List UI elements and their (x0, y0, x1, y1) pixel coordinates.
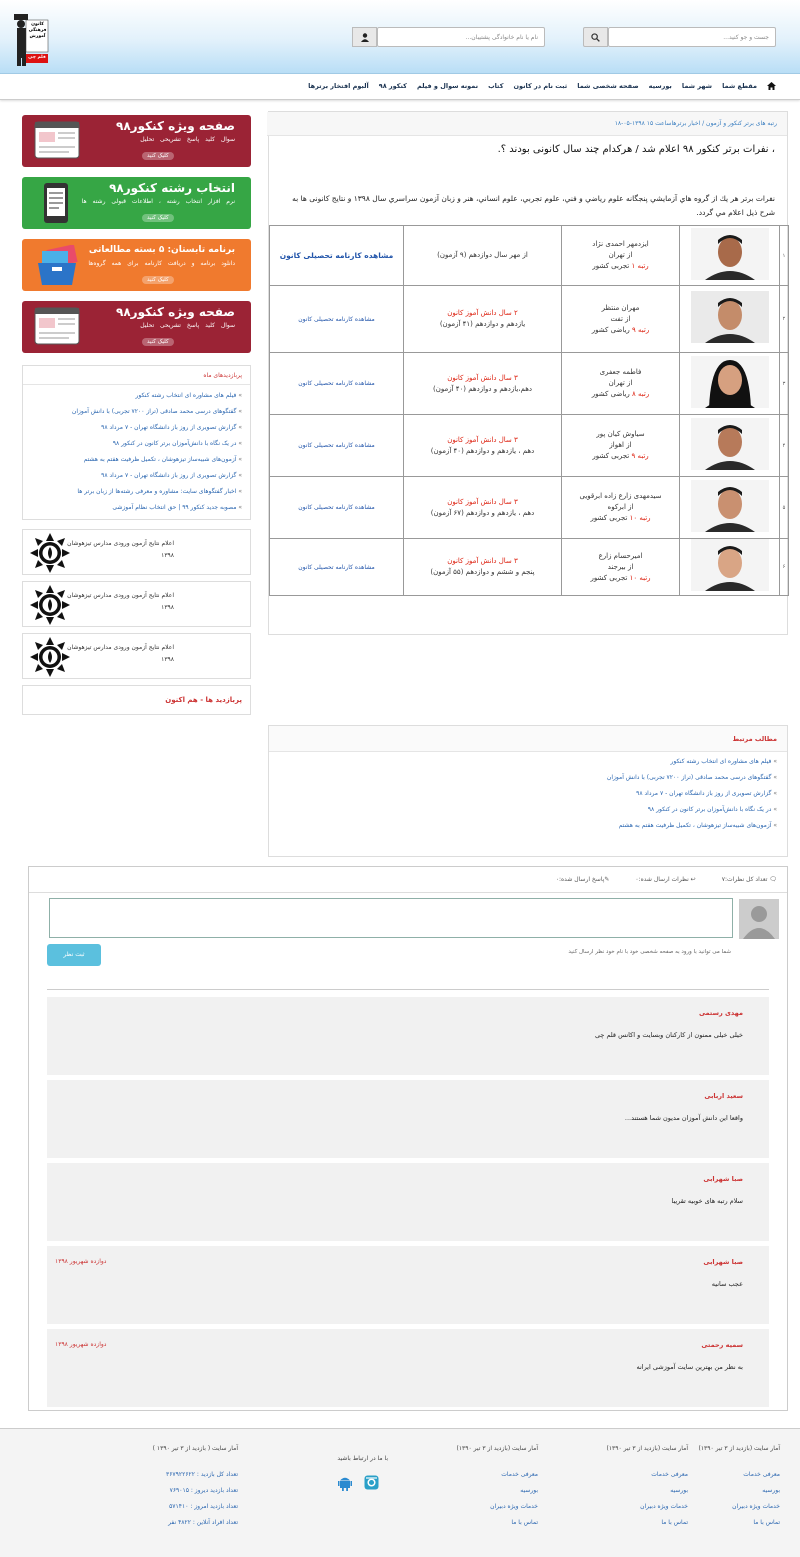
user-button[interactable] (352, 27, 377, 47)
news-year: ۱۳۹۸ (161, 604, 174, 611)
tab-sent-comments[interactable] (635, 876, 695, 883)
footer-col-2 (606, 1441, 688, 1531)
list-item-label: گزارش تصویری از روز باز دانشگاه تهران - ۷ مرداد ۹۸ (101, 424, 237, 431)
banner-illustration (34, 183, 80, 223)
search-icon (591, 33, 600, 42)
news-item[interactable] (22, 529, 251, 575)
news-title: اعلام نتایج آزمون ورودی مدارس تیزهوشان (67, 540, 174, 547)
main-nav (0, 74, 800, 100)
bullet-icon: » (236, 440, 242, 447)
list-item[interactable] (277, 802, 777, 818)
row-index: ۳ (782, 380, 786, 387)
list-item[interactable] (22, 452, 242, 468)
student-name: مهران منتظر (601, 303, 640, 312)
student-city: از بیرجند (607, 562, 634, 571)
stat-line: تعداد کل بازدید : ۳۶۷۹۲۲۶۲۲ (165, 1471, 238, 1478)
login-hint: شما می توانید با ورود به صفحه شخصی خود با نام خود نظر ارسال کنید (568, 949, 731, 955)
years-detail: دهم،یازدهم و دوازدهم (۴۰ آزمون) (432, 384, 533, 393)
years-detail: پنجم و ششم و دوازدهم (۵۵ آزمون) (430, 568, 535, 576)
bullet-icon: » (236, 392, 242, 399)
tab-total-label: تعداد کل نظرات:۷ (721, 876, 768, 883)
list-item-label: گزارش تصویری از روز باز دانشگاه تهران - ۷ مرداد ۹۸ (101, 472, 237, 479)
footer-col-title: آمار سایت (بازدید از ۳ تیر ۱۳۹۰) (698, 1445, 780, 1452)
student-city: از تفت (610, 314, 631, 323)
list-item-label: در یک نگاه با دانش‌آموزان برتر کانون در کنکور ۹۸ (647, 806, 772, 813)
banner-title: صفحه ویژه کنکور۹۸ (116, 119, 235, 133)
stats-title: آمار سایت ( بازدید از ۳ تیر ۱۳۹۰ ) (152, 1445, 238, 1452)
search-button[interactable] (583, 27, 608, 47)
list-item-label: گزارش تصویری از روز باز دانشگاه تهران - ۷ مرداد ۹۸ (636, 790, 772, 797)
years-label: ۳ سال دانش آموز کانون (447, 373, 518, 382)
footer-link[interactable]: خدمات ویژه دبیران (640, 1503, 688, 1510)
home-icon[interactable] (767, 82, 776, 92)
footer-col-1 (698, 1441, 780, 1531)
years-detail: از مهر سال دوازدهم (۹ آزمون) (437, 251, 528, 259)
years-label: ۳ سال دانش آموز کانون (447, 497, 518, 506)
list-item-label: گفتگوهای درسی محمد صادقی (تراز ۷۲۰۰ تجربی) با دانش آموزان (606, 774, 772, 781)
report-card-link[interactable]: مشاهده کارنامه تحصیلی کانون (298, 504, 375, 511)
popular-month-box (22, 365, 251, 520)
breadcrumb[interactable]: رتبه های برتر کنکور و آزمون / اخبار برترهاساعت ۱۵ ۱۳۹۸-۰۵-۱۸ (267, 112, 787, 136)
banner-subtitle: دانلود برنامه و دریافت کارنامه برای همه گروه‌ها (88, 260, 235, 267)
news-title: اعلام نتایج آزمون ورودی مدارس تیزهوشان (67, 644, 174, 651)
footer-col-title: آمار سایت (بازدید از ۳ تیر ۱۳۹۰) (456, 1445, 538, 1452)
field-selection-banner[interactable] (22, 177, 251, 229)
konkur98-banner[interactable] (22, 115, 251, 167)
list-item-label: آزمون‌های شبیه‌ساز تیزهوشان ، تکمیل ظرفیت هفتم به هشتم (83, 456, 237, 463)
advisor-search-input[interactable]: نام یا نام خانوادگی پشتیبان... (377, 27, 545, 47)
row-index: ۴ (782, 442, 786, 449)
rank-group: تجربی کشور (592, 262, 630, 270)
footer-link[interactable]: بورسیه (670, 1487, 688, 1494)
table-row (270, 353, 789, 415)
sidebar (22, 115, 251, 715)
article-title: ، نفرات برتر کنکور ۹۸ اعلام شد / هرکدام چند سال کانونی بودند ؟. (497, 144, 775, 155)
konkur98-banner-2[interactable] (22, 301, 251, 353)
related-posts-panel (268, 725, 788, 857)
edit-icon: ✎ (604, 876, 610, 883)
comment-item (47, 1163, 769, 1241)
banner-subtitle: نرم افزار انتخاب رشته ، اطلاعات قبولی رشته ها (81, 198, 235, 205)
student-photo (691, 539, 769, 591)
comment-text: به نظر من بهترین سایت آموزشی ایرانه (636, 1363, 743, 1371)
footer-col-title: آمار سایت (بازدید از ۳ تیر ۱۳۹۰) (606, 1445, 688, 1452)
banner-button[interactable]: کلیک کنید (142, 214, 174, 222)
list-item-label: در یک نگاه با دانش‌آموزان برتر کانون در کنکور ۹۸ (112, 440, 237, 447)
top-ranks-table (269, 225, 789, 596)
comment-author: صبا شهرابی (703, 1175, 743, 1183)
nav-item-honor-album[interactable]: آلبوم افتخار برترها (308, 82, 369, 90)
nav-item-personal-page[interactable]: صفحه شخصی شما (577, 82, 639, 90)
bullet-icon: » (236, 408, 242, 415)
list-item-label: مصوبه جدید کنکور ۹۹ | حق انتخاب نظام آموزشی (112, 504, 237, 511)
comment-date: دوازده شهریور ۱۳۹۸ (55, 1258, 107, 1265)
visit-now-box[interactable]: پربازدید ها - هم اکنون (22, 685, 251, 715)
rank-group: تجربی کشور (590, 573, 628, 582)
banner-title: صفحه ویژه کنکور۹۸ (116, 305, 235, 319)
rank-group: ریاضی کشور (591, 390, 630, 398)
list-item[interactable] (22, 420, 242, 436)
comment-item (47, 1246, 769, 1324)
student-name: سیدمهدی زارع زاده ابرقویی (579, 492, 662, 500)
stat-line: تعداد بازدید امروز : ۵۷۱۴۱۰ (169, 1503, 238, 1510)
nav-item-city[interactable]: شهر شما (681, 82, 713, 90)
student-photo (691, 480, 769, 532)
years-label: ۲ سال دانش آموز کانون (447, 309, 518, 317)
list-item[interactable] (277, 786, 777, 802)
list-item-label: آزمون‌های شبیه‌ساز تیزهوشان ، تکمیل ظرفیت هفتم به هشتم (618, 822, 772, 829)
news-item[interactable] (22, 581, 251, 627)
footer (0, 1428, 800, 1557)
bullet-icon: » (771, 790, 777, 797)
comment-text: خیلی خیلی ممنون از کارکنان وبسایت و اکانس قلم چی (594, 1031, 743, 1039)
bullet-icon: » (236, 424, 242, 431)
years-label: ۳ سال دانش آموز کانون (447, 435, 518, 444)
footer-link[interactable]: معرفی خدمات (501, 1471, 538, 1478)
bullet-icon: » (236, 472, 242, 479)
student-city: از ابرکوه (607, 503, 634, 511)
bullet-icon: » (236, 488, 242, 495)
instagram-icon[interactable] (364, 1475, 379, 1492)
report-card-link[interactable]: مشاهده کارنامه تحصیلی کانون (298, 315, 375, 323)
student-name: امیرحسام زارع (598, 551, 643, 560)
banner-illustration (34, 245, 80, 285)
iran-emblem-icon (29, 636, 71, 678)
comment-author: سعید اربابی (704, 1092, 743, 1100)
android-icon[interactable] (338, 1475, 352, 1493)
nav-item-book[interactable]: کتاب (488, 82, 504, 90)
footer-link[interactable]: بورسیه (762, 1487, 780, 1494)
news-year: ۱۳۹۸ (161, 552, 174, 559)
table-row (270, 286, 789, 353)
contact-us (337, 1451, 388, 1467)
list-item[interactable] (22, 500, 242, 516)
years-detail: دهم ، یازدهم و دوازدهم (۶۷ آزمون) (430, 508, 535, 517)
student-city: از تهران (608, 251, 633, 259)
banner-illustration (34, 121, 80, 161)
student-photo (691, 228, 769, 280)
top-header (0, 0, 800, 74)
comment-item (47, 1080, 769, 1158)
stat-line: تعداد بازدید دیروز : ۷۶۹۰۱۵ (169, 1487, 238, 1494)
banner-title: انتخاب رشته کنکور۹۸ (109, 181, 235, 195)
list-item-label: گفتگوهای درسی محمد صادقی (تراز ۷۲۰۰ تجربی) با دانش آموزان (71, 408, 237, 415)
banner-button[interactable]: کلیک کنید (142, 276, 174, 284)
reply-icon: ↩ (690, 876, 696, 883)
tab-sent-label: نظرات ارسال شده:۰ (635, 876, 689, 883)
report-card-link[interactable]: مشاهده کارنامه تحصیلی کانون (279, 250, 394, 260)
footer-link[interactable]: تماس با ما (753, 1519, 780, 1526)
user-icon (361, 33, 369, 42)
student-name: سیاوش کیان پور (596, 430, 645, 438)
bullet-icon: » (771, 806, 777, 813)
student-rank: رتبه ۱۰ (629, 573, 651, 582)
footer-col-3 (456, 1441, 538, 1531)
footer-link[interactable]: بورسیه (520, 1487, 538, 1494)
report-card-link[interactable]: مشاهده کارنامه تحصیلی کانون (298, 380, 375, 387)
search-input[interactable]: جست و جو کنید... (608, 27, 776, 47)
student-rank: رتبه ۸ (632, 390, 650, 398)
comment-item (47, 997, 769, 1075)
student-rank: رتبه ۹ (632, 325, 650, 334)
logo-line: فرهنگی (28, 28, 47, 33)
banner-subtitle: سوال کلید پاسخ تشریحی تحلیل (140, 322, 235, 329)
student-rank: رتبه ۱ (631, 262, 649, 270)
list-item[interactable] (22, 468, 242, 484)
banner-button[interactable]: کلیک کنید (142, 152, 174, 160)
comments-section (28, 866, 788, 1411)
comment-author: سمیه رحمتی (701, 1341, 743, 1349)
row-index: ۲ (782, 316, 786, 322)
banner-illustration (34, 307, 80, 347)
site-stats (153, 1441, 238, 1531)
years-detail: یازدهم و دوازدهم (۴۱ آزمون) (439, 320, 526, 328)
related-title: مطالب مرتبط (269, 726, 787, 752)
stat-line: تعداد افراد آنلاین : ۴۸۲۲ نفر (168, 1519, 238, 1526)
divider (47, 989, 769, 990)
nav-item-grade[interactable]: مقطع شما (722, 82, 757, 90)
iran-emblem-icon (29, 532, 71, 574)
bullet-icon: » (771, 774, 777, 781)
logo-line: آموزش (29, 34, 46, 39)
report-card-link[interactable]: مشاهده کارنامه تحصیلی کانون (298, 563, 375, 571)
footer-link[interactable]: معرفی خدمات (651, 1471, 688, 1478)
list-item[interactable] (22, 404, 242, 420)
list-item-label: فیلم های مشاوره ای انتخاب رشته کنکور (135, 392, 237, 399)
submit-comment-button[interactable]: ثبت نظر (47, 944, 101, 966)
iran-emblem-icon (29, 584, 71, 626)
table-row (270, 415, 789, 477)
tab-total-comments[interactable] (722, 876, 777, 883)
bullet-icon: » (236, 504, 242, 511)
list-item[interactable] (22, 484, 242, 500)
student-name: ایزدمهر احمدی نژاد (592, 240, 649, 248)
logo-line: قلم چی (28, 55, 46, 60)
comment-item (47, 1329, 769, 1407)
list-item-label: اخبار گفتگوهای سایت: مشاوره و معرفی رشته‌ها از زبان برتر ها (77, 488, 237, 495)
rank-group: تجربی کشور (590, 514, 628, 522)
footer-link[interactable]: خدمات ویژه دبیران (732, 1503, 780, 1510)
nav-item-konkur98[interactable]: کنکور ۹۸ (378, 82, 407, 90)
nav-item-register[interactable]: ثبت نام در کانون (513, 82, 568, 90)
table-row (270, 477, 789, 539)
comment-text: عجب سانیه (711, 1280, 743, 1288)
tab-replies[interactable] (556, 876, 610, 883)
nav-item-sample-questions[interactable]: نمونه سوال و فیلم (416, 82, 479, 90)
comment-text: واقعا این دانش آموزان مدیون شما هستند... (624, 1114, 743, 1122)
banner-subtitle: سوال کلید پاسخ تشریحی تحلیل (140, 136, 235, 143)
comment-date: دوازده شهریور ۱۳۹۸ (55, 1341, 107, 1348)
student-city: از تهران (608, 379, 633, 387)
logo-line: کانون (31, 22, 44, 27)
tab-replies-label: پاسخ ارسال شده:۰ (555, 876, 605, 883)
footer-link[interactable]: معرفی خدمات (743, 1471, 780, 1478)
article-intro: نفرات برتر هر یك از گروه هاي آزمايشي پنجگانه علوم رياضي و فني، علوم تجربي، علوم انساني، هنر و زبان آزمون سراسري سال ۱۳۹۸ و نتایج کانونی ها به شرح ذيل اعلام مي گردد. (292, 194, 775, 217)
nav-item-scholarship[interactable]: بورسیه (648, 82, 672, 90)
avatar (739, 899, 779, 939)
comment-text: سلام رتبه های خوبیه تقریبا (671, 1197, 743, 1205)
footer-link[interactable]: خدمات ویژه دبیران (490, 1503, 538, 1510)
news-year: ۱۳۹۸ (161, 656, 174, 663)
list-item[interactable] (22, 388, 242, 404)
footer-link[interactable]: تماس با ما (511, 1519, 538, 1526)
student-photo (691, 291, 769, 343)
report-card-link[interactable]: مشاهده کارنامه تحصیلی کانون (298, 442, 375, 449)
student-city: از اهواز (609, 441, 632, 449)
bullet-icon: » (236, 456, 242, 463)
student-rank: رتبه ۹ (631, 452, 649, 460)
table-row (270, 226, 789, 286)
footer-link[interactable]: تماس با ما (661, 1519, 688, 1526)
row-index: ۶ (782, 564, 786, 570)
row-index: ۱ (782, 252, 786, 259)
bullet-icon: » (771, 758, 777, 765)
years-label: ۳ سال دانش آموز کانون (447, 557, 518, 565)
kanoon-logo[interactable] (14, 14, 50, 66)
bullet-icon: » (771, 822, 777, 829)
list-item[interactable] (277, 754, 777, 770)
popular-title: پربازدیدهای ماه (23, 366, 250, 385)
student-photo (691, 356, 769, 408)
banner-button[interactable]: کلیک کنید (142, 338, 174, 346)
news-item[interactable] (22, 633, 251, 679)
comment-icon: 🗨 (769, 876, 777, 883)
comment-textarea[interactable] (49, 898, 733, 938)
list-item[interactable] (277, 770, 777, 786)
comment-author: مهدی رستمی (698, 1009, 743, 1017)
banner-title: برنامه تابستان: ۵ بسته مطالعاتی (88, 245, 235, 255)
student-name: فاطمه جعفری (599, 368, 642, 376)
news-title: اعلام نتایج آزمون ورودی مدارس تیزهوشان (67, 592, 174, 599)
years-detail: دهم ، یازدهم و دوازدهم (۴۰ آزمون) (430, 446, 535, 455)
article-panel (268, 111, 788, 635)
summer-program-banner[interactable] (22, 239, 251, 291)
row-index: ۵ (782, 504, 786, 511)
list-item[interactable] (22, 436, 242, 452)
contact-label: با ما در ارتباط باشید (337, 1455, 388, 1462)
rank-group: ریاضی کشور (591, 325, 630, 334)
table-row (270, 539, 789, 596)
student-photo (691, 418, 769, 470)
list-item[interactable] (277, 818, 777, 834)
comment-author: صبا شهرابی (703, 1258, 743, 1266)
student-rank: رتبه ۱۰ (629, 514, 651, 522)
rank-group: تجربی کشور (592, 452, 630, 460)
list-item-label: فیلم های مشاوره ای انتخاب رشته کنکور (670, 758, 772, 765)
